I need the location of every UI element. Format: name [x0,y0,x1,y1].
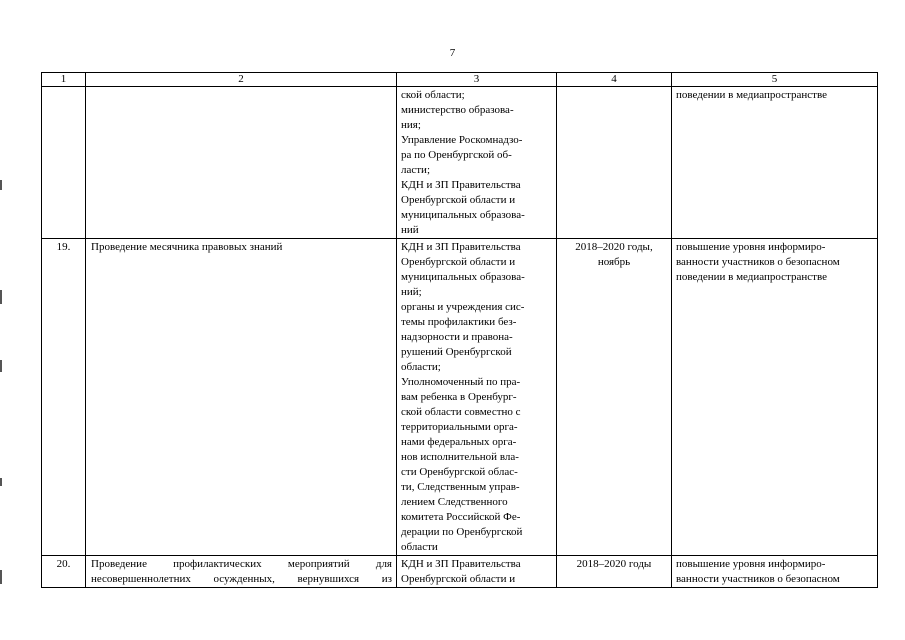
table-row [42,239,878,556]
row-number [42,87,86,239]
column-header: 1 [42,73,86,87]
event-cell [86,87,397,239]
row-number: 20. [42,556,86,588]
event-cell: Проведение профилактических мероприятий для несовершеннолетних осужденных, вернувшихся из [86,556,397,588]
scan-margin-mark [0,570,2,584]
row-number: 19. [42,239,86,556]
table-header-row [42,73,878,87]
scan-margin-mark [0,360,2,372]
column-header: 5 [672,73,878,87]
scan-margin-mark [0,180,2,190]
result-cell: повышение уровня информиро- ванности участников о безопасном поведении в медиапространстве [672,239,878,556]
table-row [42,87,878,239]
executors-cell: ской области; министерство образова- ния; Управление Роскомнадзо- ра по Оренбургской об- ласти; КДН и ЗП Правительства Оренбургской области и муниципальных образова- ний [397,87,557,239]
column-header: 4 [557,73,672,87]
page-number: 7 [449,47,456,59]
period-cell: 2018–2020 годы [557,556,672,588]
executors-cell: КДН и ЗП Правительства Оренбургской области и муниципальных образова- ний; органы и учреждения сис- темы профилактики без- надзорности и правона- рушений Оренбургской области; Уполномоченный по пра- вам ребенка в Оренбург- ской области совместно с территориальными орга- нами федеральных орга- нов исполнительной вла- сти Оренбургской облас- ти, Следственным управ- лением Следственного комитета Российской Фе- дерации по Оренбургской области [397,239,557,556]
executors-cell: КДН и ЗП Правительства Оренбургской области и [397,556,557,588]
table-row [42,556,878,588]
result-cell: повышение уровня информиро- ванности участников о безопасном [672,556,878,588]
event-cell: Проведение месячника правовых знаний [86,239,397,556]
scan-margin-mark [0,478,2,486]
scan-margin-mark [0,290,2,304]
column-header: 3 [397,73,557,87]
period-cell [557,87,672,239]
column-header: 2 [86,73,397,87]
result-cell: поведении в медиапространстве [672,87,878,239]
period-cell: 2018–2020 годы, ноябрь [557,239,672,556]
measures-table [41,72,878,588]
